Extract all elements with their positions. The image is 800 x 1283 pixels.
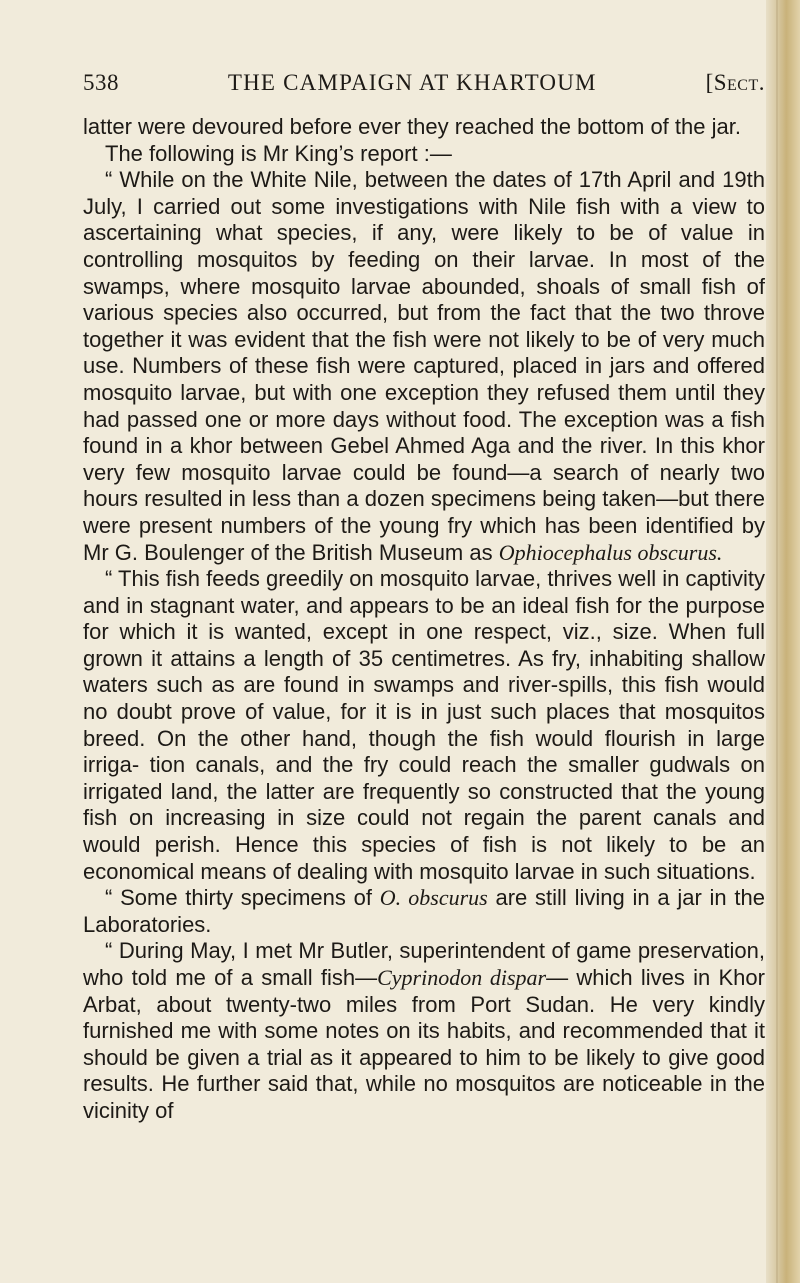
paragraph-2: The following is Mr King’s report :— [105, 140, 452, 166]
running-title: THE CAMPAIGN AT KHARTOUM [227, 70, 597, 95]
page-number: 538 [83, 70, 119, 95]
paragraph-3-text: “ While on the White Nile, between the dates of 17th April and 19th July, I carried out some investigations with Nile fish with a view to ascertaining what species, if any, were likely to be of value in controlling mosquitos by feeding on their larvae. In most of the swamps, where mosquito larvae abounded, shoals of small fish of various species also occurred, but from the fact that the two throve together it was evident that the fish were not likely to be of very much use. Numbers of these fish were captured, placed in jars and offered mosquito larvae, but with one exception they refused them until they had passed one or more days without food. The exception was a fish found in a khor between Gebel Ahmed Aga and the river. In this khor very few mosquito larvae could be found—a search of nearly two hours resulted in less than a dozen specimens being taken—but there were present numbers of the young fry which has been identified by Mr G. Boulenger of the British Museum as [83, 167, 765, 565]
running-header [83, 70, 765, 114]
species-name: Cyprinodon dispar [377, 965, 547, 990]
species-name: Ophiocephalus obscurus. [498, 539, 723, 565]
section-marker: [Sect. [705, 70, 765, 95]
paragraph-1: latter were devoured before ever they reached the bottom of the jar. [83, 114, 741, 139]
species-name: O. obscurus [379, 885, 488, 911]
page-edge [766, 0, 800, 1283]
paragraph-6 [83, 938, 765, 1124]
paragraph-5-text-b: are still living in a jar in the Laboratories. [83, 885, 765, 937]
paragraph-6-text-a: “ During May, I met Mr Butler, superintendent of game preservation, who told me of a small fish— [83, 938, 765, 990]
paragraph-4: “ This fish feeds greedily on mosquito larvae, thrives well in captivity and in stagnant water, and appears to be an ideal fish for the purpose for which it is wanted, except in one respect, viz., size. When full grown it attains a length of 35 centimetres. As fry, inhabiting shallow waters such as are found in swamps and river-spills, this fish would no doubt prove of value, for it is in just such places that mosquitos breed. On the other hand, though the fish would flourish in large irriga- tion canals, and the fry could reach the smaller gudwals on irrigated land, the latter are frequently so constructed that the young fish on increasing in size could not regain the parent canals and would perish. Hence this species of fish is not likely to be an economical means of dealing with mosquito larvae in such situations. [83, 566, 765, 884]
paragraph-5 [83, 885, 765, 938]
paragraph-5-text-a: “ Some thirty specimens of [105, 885, 372, 911]
page-content [83, 70, 765, 1125]
paragraph-6-text-b: — which lives in Khor Arbat, about twenty-two miles from Port Sudan. He very kindly furnished me with some notes on its habits, and recommended that it should be given a trial as it appeared to him to be likely to give good results. He further said that, while no mosquitos are noticeable in the vicinity of [83, 965, 765, 1123]
body-text [83, 114, 765, 1125]
paragraph-3 [83, 167, 765, 566]
